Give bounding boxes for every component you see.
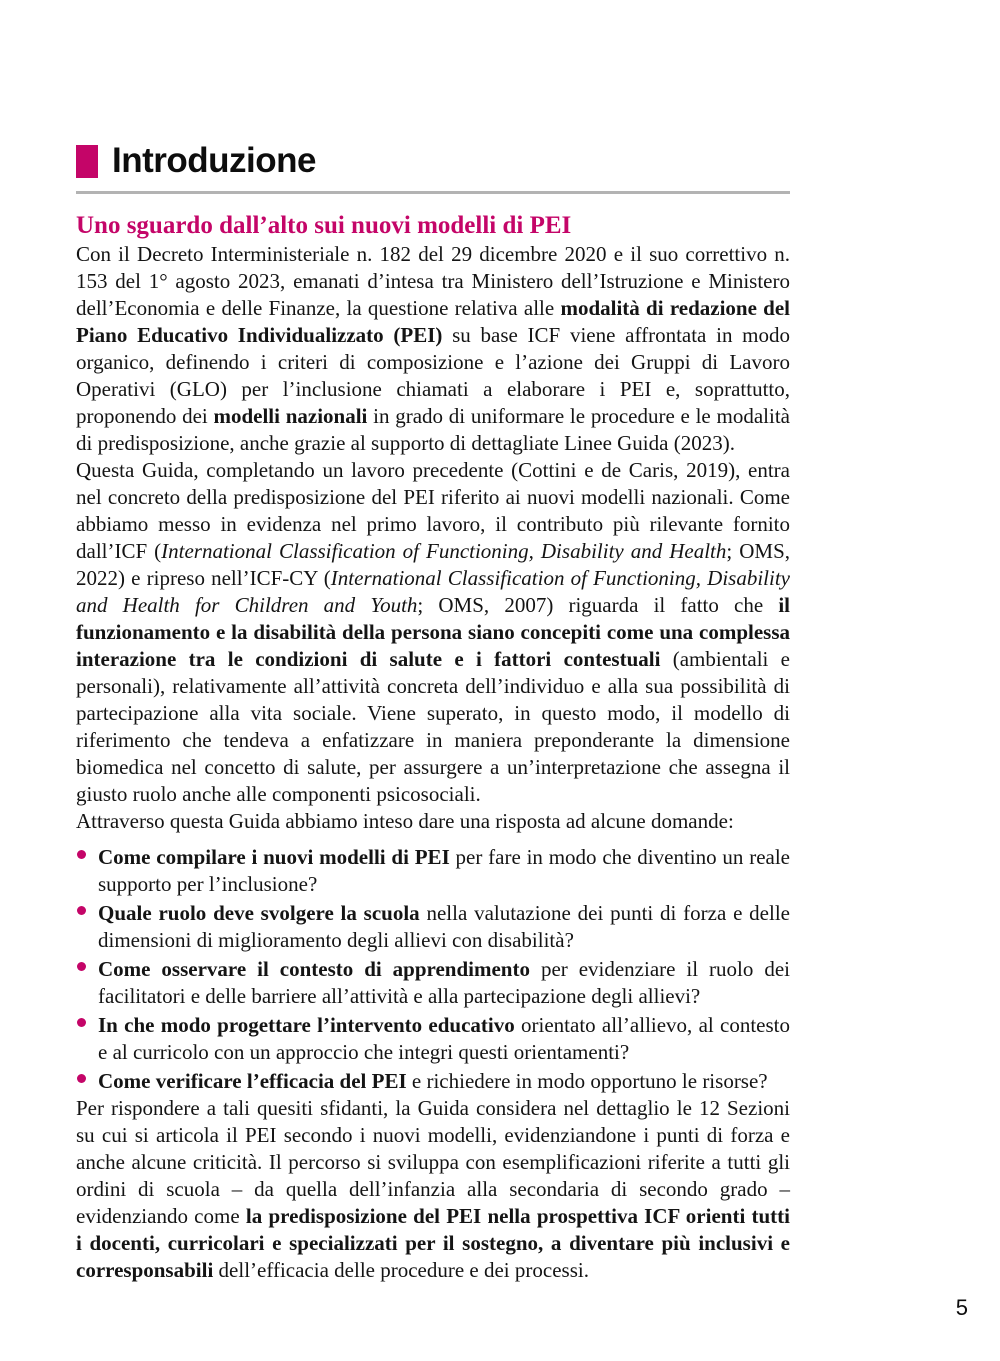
list-item (76, 956, 790, 1010)
bullet-marker-icon (77, 906, 86, 915)
paragraph-conclusione: Per rispondere a tali quesiti sfidanti, la Guida considera nel dettaglio le 12 Sezioni su cui si articola il PEI secondo i nuovi modelli, evidenziandone i punti di forza e anche alcune criticità. Il percorso si sviluppa con esemplificazioni riferite a tutti gli ordini di scuola – da quella dell’infanzia alla secondaria di secondo grado – evidenziando come la predisposizione del PEI nella prospettiva ICF orienti tutti i docenti, curricolari e specializzati per il sostegno, a diventare più inclusivi e corresponsabili dell’efficacia delle procedure e dei processi. (76, 1096, 790, 1282)
bullet-text: Come verificare l’efficacia del PEI e richiedere in modo opportuno le risorse? (98, 1069, 768, 1093)
bullet-text: In che modo progettare l’intervento educativo orientato all’allievo, al contesto e al curricolo con un approccio che integri questi orientamenti? (98, 1013, 790, 1064)
paragraph-guida-icf: Questa Guida, completando un lavoro precedente (Cottini e de Caris, 2019), entra nel concreto della predisposizione del PEI riferito ai nuovi modelli nazionali. Come abbiamo messo in evidenza nel primo lavoro, il contributo più rilevante fornito dall’ICF (International Classification of Functioning, Disability and Health; OMS, 2022) e ripreso nell’ICF-CY (International Classification of Functioning, Disability and Health for Children and Youth; OMS, 2007) riguarda il fatto che il funzionamento e la disabilità della persona siano concepiti come una complessa interazione tra le condizioni di salute e i fattori contestuali (ambientali e personali), relativamente all’attività concreta dell’individuo e alla sua possibilità di partecipazione alla vita sociale. Viene superato, in questo modo, il modello di riferimento che tendeva a enfatizzare in maniera preponderante la dimensione biomedica nel concetto di salute, per assurgere a un’interpretazione che assegna il giusto ruolo anche alle componenti psicosociali. (76, 458, 790, 806)
heading-divider-rule (76, 191, 790, 194)
bullet-marker-icon (77, 1074, 86, 1083)
list-item (76, 1068, 790, 1095)
page-number: 5 (955, 1295, 968, 1320)
section-subheading: Uno sguardo dall’alto sui nuovi modelli di PEI (76, 212, 572, 239)
bullet-marker-icon (77, 962, 86, 971)
list-item (76, 844, 790, 898)
section-marker-icon (76, 145, 98, 178)
bullet-marker-icon (77, 850, 86, 859)
bullet-text: Come osservare il contesto di apprendimento per evidenziare il ruolo dei facilitatori e delle barriere all’attività e alla partecipazione degli allievi? (98, 957, 790, 1008)
page-content (76, 142, 790, 1284)
bullet-text: Quale ruolo deve svolgere la scuola nella valutazione dei punti di forza e delle dimensioni di miglioramento degli allievi con disabilità? (98, 901, 790, 952)
paragraph-decreto: Con il Decreto Interministeriale n. 182 del 29 dicembre 2020 e il suo correttivo n. 153 del 1° agosto 2023, emanati d’intesa tra Ministero dell’Istruzione e Ministero dell’Economia e delle Finanze, la questione relativa alle modalità di redazione del Piano Educativo Individualizzato (PEI) su base ICF viene affrontata in modo organico, definendo i criteri di composizione e l’azione dei Gruppi di Lavoro Operativi (GLO) per l’inclusione chiamati a elaborare i PEI e, soprattutto, proponendo dei modelli nazionali in grado di uniformare le procedure e le modalità di predisposizione, anche grazie al supporto di dettagliate Linee Guida (2023). (76, 242, 791, 455)
list-item (76, 1012, 790, 1066)
bullet-marker-icon (77, 1018, 86, 1027)
paragraph-domande-intro: Attraverso questa Guida abbiamo inteso dare una risposta ad alcune domande: (76, 809, 734, 833)
chapter-heading (76, 142, 790, 180)
page-title: Introduzione (112, 141, 316, 180)
bullet-text: Come compilare i nuovi modelli di PEI per fare in modo che diventino un reale supporto per l’inclusione? (98, 845, 791, 896)
list-item (76, 900, 790, 954)
questions-bullet-list (76, 844, 790, 1095)
